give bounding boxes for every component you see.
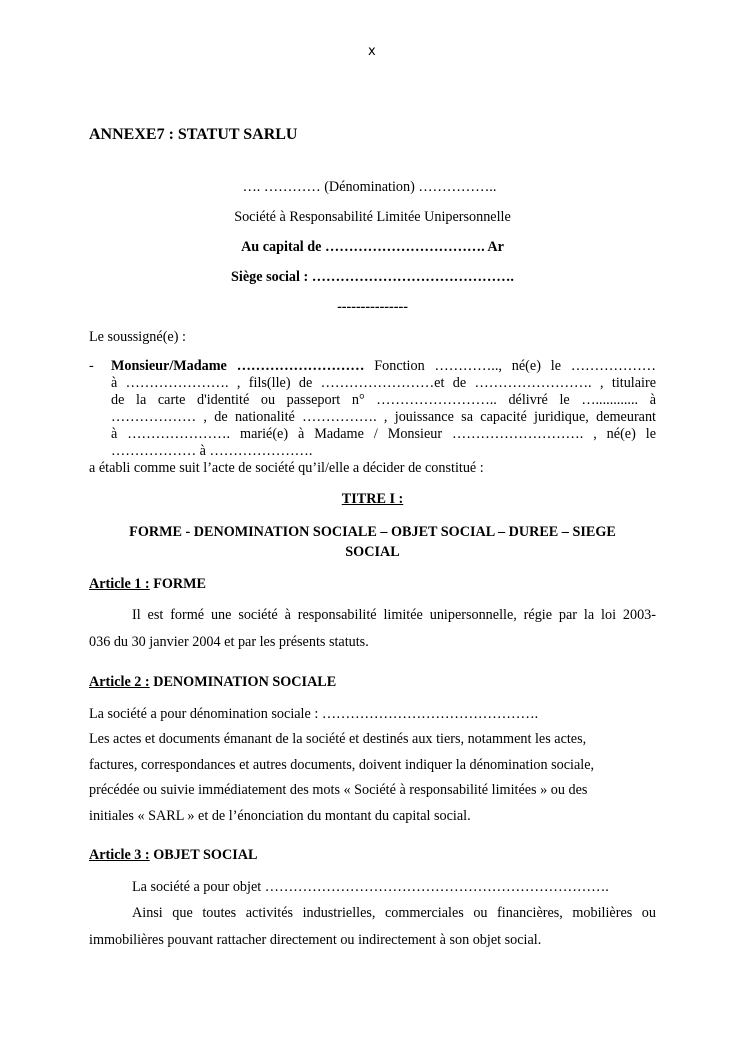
article-1-line-1: Il est formé une société à responsabilité limitée unipersonnelle, régie par la loi 2003- xyxy=(132,607,656,623)
page-header-mark: x xyxy=(368,44,376,59)
separator-line: --------------- xyxy=(337,299,408,315)
signatory-intro: Le soussigné(e) : xyxy=(89,329,186,345)
document-title: ANNEXE7 : STATUT SARLU xyxy=(89,126,298,143)
article-3-label: Article 3 : xyxy=(89,847,150,863)
signatory-line-1 xyxy=(111,358,656,375)
titre-label: TITRE I : xyxy=(341,491,404,507)
article-2-line-2: Les actes et documents émanant de la société et destinés aux tiers, notamment les actes, xyxy=(89,731,587,747)
article-3-line-2: Ainsi que toutes activités industrielles, commerciales ou financières, mobilières ou xyxy=(132,905,656,921)
signatory-line-3: de la carte d'identité ou passeport n° …………………….. délivré le …............ à xyxy=(111,392,656,408)
signatory-name-label: Monsieur/Madame ……………………… xyxy=(111,358,365,374)
article-2-label: Article 2 : xyxy=(89,674,150,690)
denomination-line: …. ………… (Dénomination) …………….. xyxy=(242,179,497,195)
signatory-line-2: à …………………. , fils(lle) de ……………………et de ……………………. , titulaire xyxy=(111,375,656,391)
article-1-line-2: 036 du 30 janvier 2004 et par les présents statuts. xyxy=(89,634,369,650)
article-1-name: FORME xyxy=(149,576,207,592)
signatory-dash: - xyxy=(89,358,94,374)
article-1-heading xyxy=(89,576,206,593)
article-2-line-3: factures, correspondances et autres documents, doivent indiquer la dénomination sociale, xyxy=(89,757,595,773)
article-2-line-1: La société a pour dénomination sociale : ………………………………………. xyxy=(89,706,539,722)
article-2-line-5: initiales « SARL » et de l’énonciation du montant du capital social. xyxy=(89,808,471,824)
company-type-line: Société à Responsabilité Limitée Unipersonnelle xyxy=(234,209,511,225)
article-1-label: Article 1 : xyxy=(89,576,150,592)
titre-heading-line-1: FORME - DENOMINATION SOCIALE – OBJET SOCIAL – DUREE – SIEGE xyxy=(129,524,616,540)
signatory-closing: a établi comme suit l’acte de société qu’il/elle a décider de constitué : xyxy=(89,460,484,476)
capital-line: Au capital de ……………………………. Ar xyxy=(241,239,504,255)
article-3-line-1: La société a pour objet ………………………………………………………………. xyxy=(132,879,609,895)
article-3-heading xyxy=(89,847,257,864)
signatory-line-1-rest: Fonction ………….., né(e) le ……………… xyxy=(364,358,656,374)
article-3-name: OBJET SOCIAL xyxy=(149,847,258,863)
signatory-line-5: à …………………. marié(e) à Madame / Monsieur ………………………. , né(e) le xyxy=(111,426,656,442)
article-2-heading xyxy=(89,674,336,691)
article-3-line-3: immobilières pouvant rattacher directement ou indirectement à son objet social. xyxy=(89,932,542,948)
titre-heading-line-2: SOCIAL xyxy=(345,544,400,560)
siege-social-line: Siège social : ……………………………………. xyxy=(231,269,514,285)
article-2-line-4: précédée ou suivie immédiatement des mots « Société à responsabilité limitées » ou des xyxy=(89,782,588,798)
signatory-line-4: ……………… , de nationalité ……………. , jouissance sa capacité juridique, demeurant xyxy=(111,409,656,425)
signatory-line-6: ……………… à …………………. xyxy=(111,443,313,459)
article-2-name: DENOMINATION SOCIALE xyxy=(149,674,337,690)
